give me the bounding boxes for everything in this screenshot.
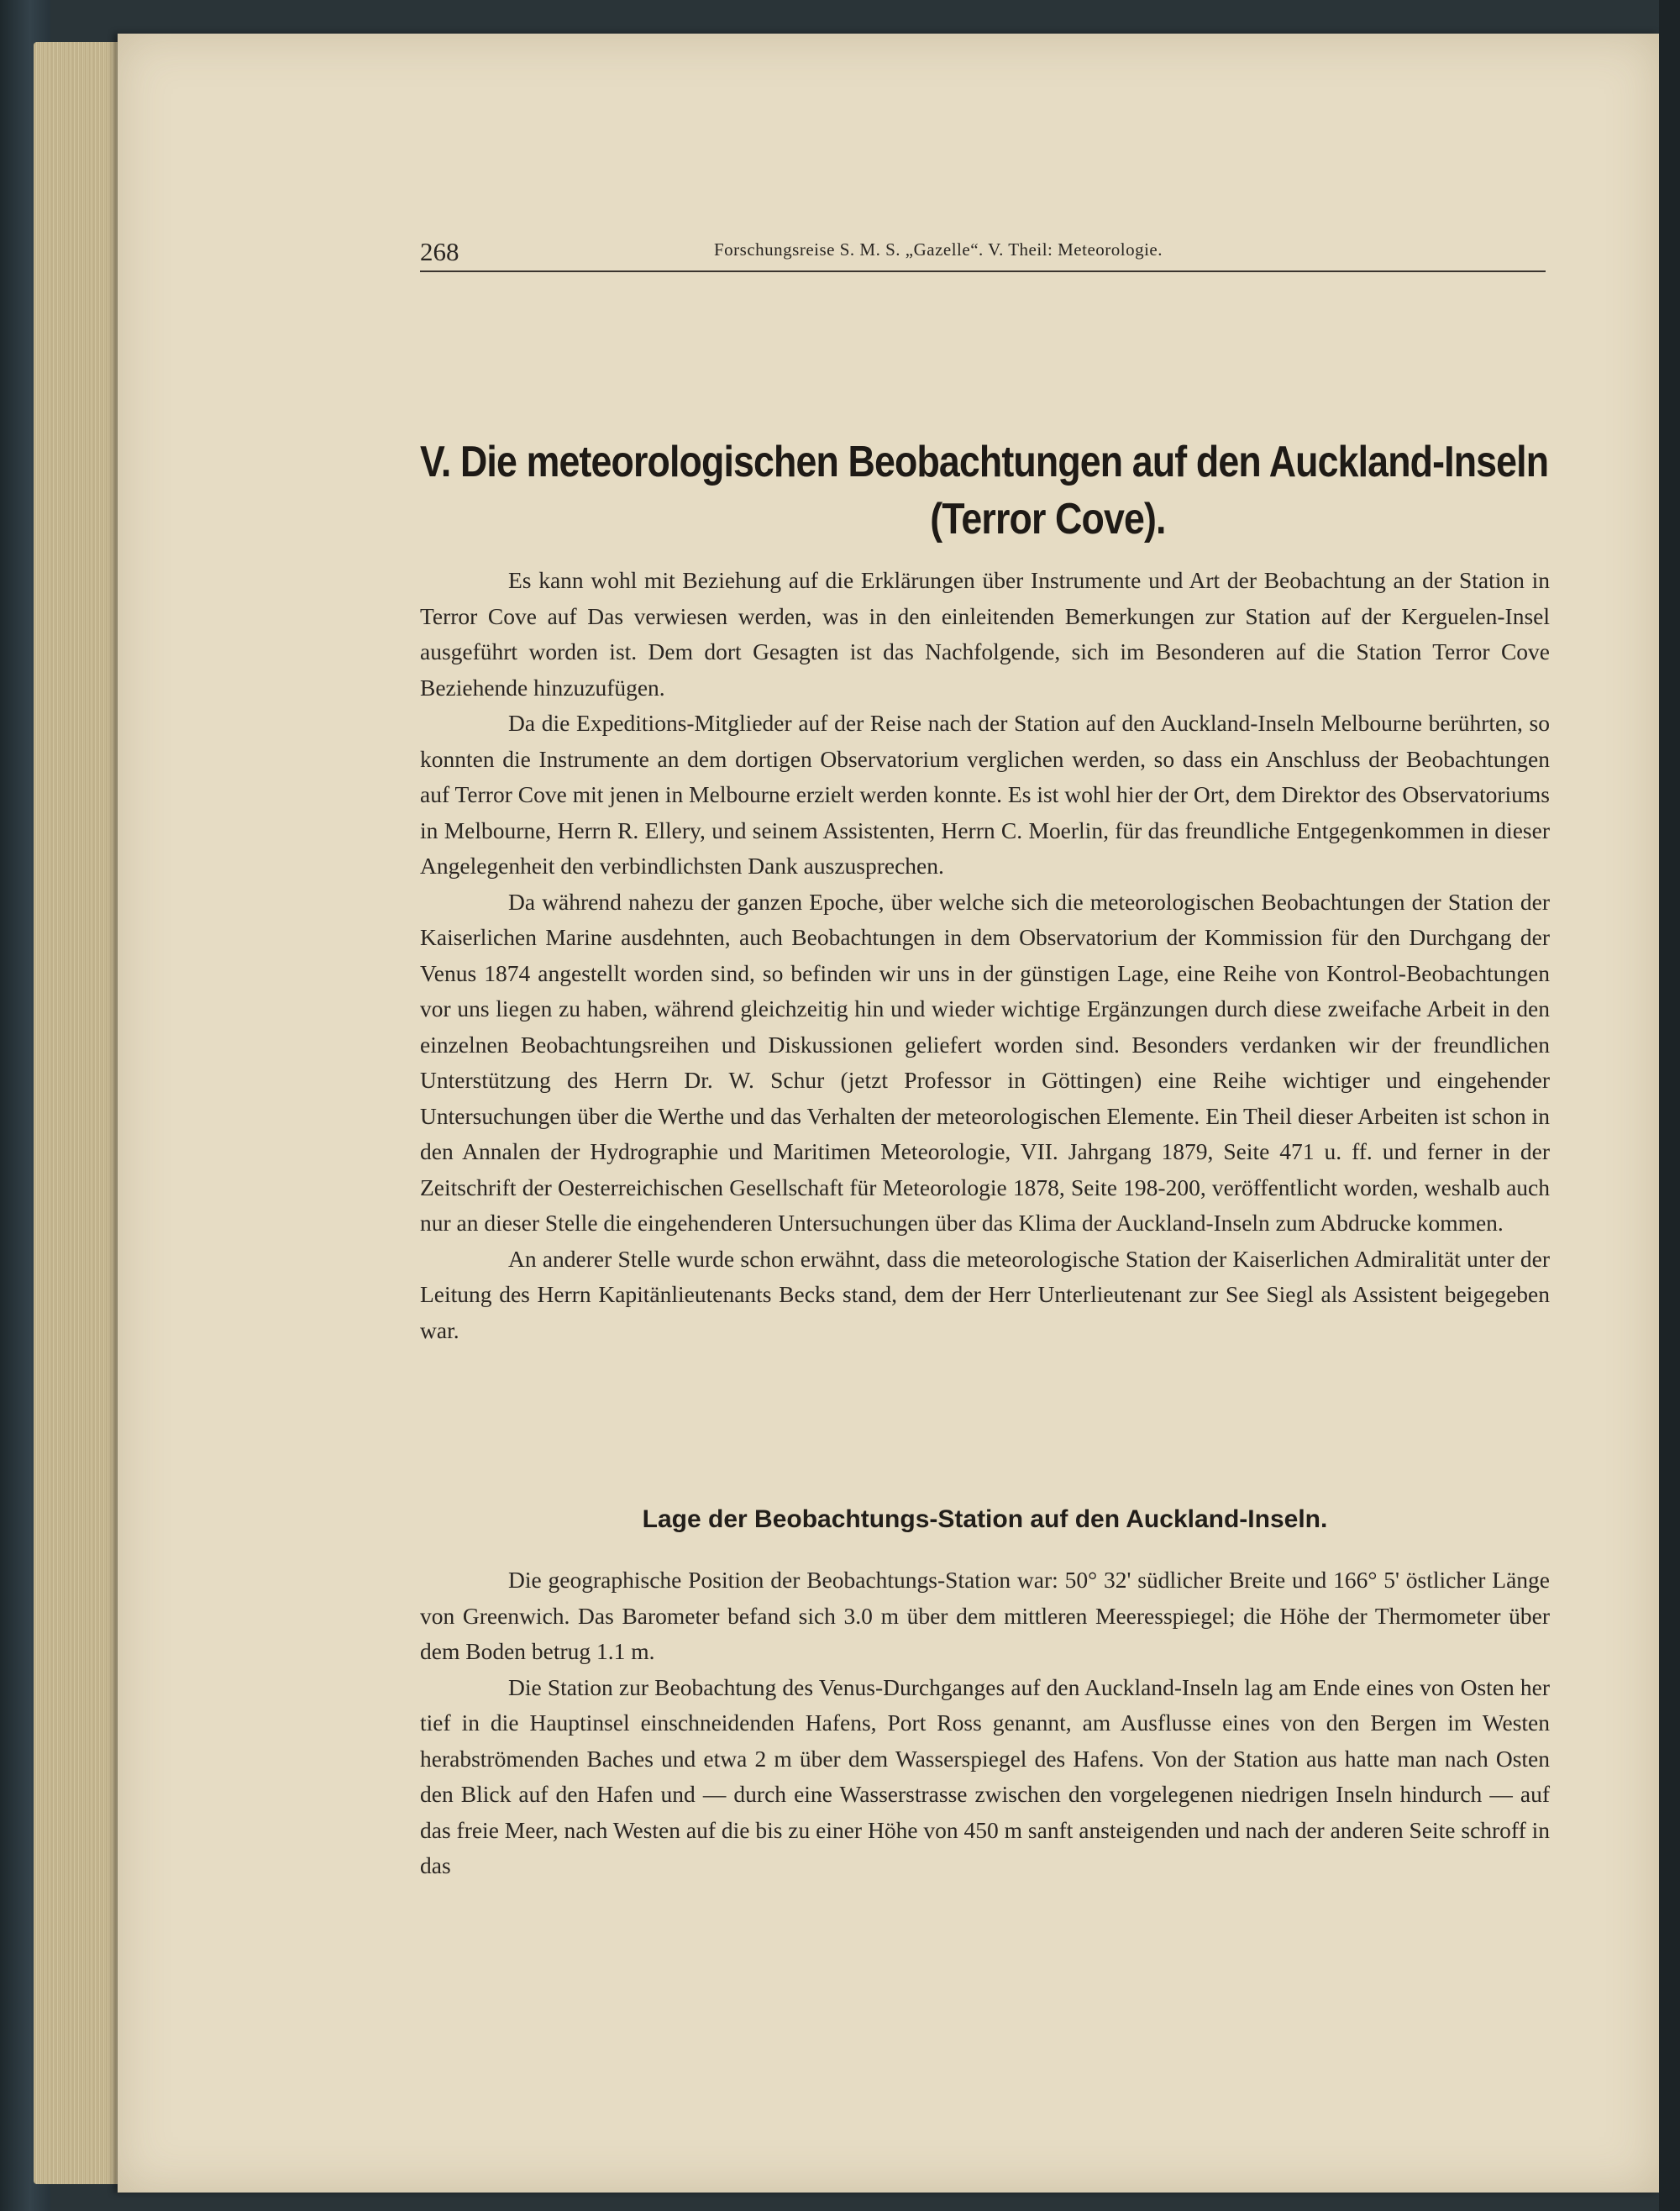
intro-text xyxy=(420,563,1550,1348)
page-edges xyxy=(34,42,118,2184)
paragraph: Die Station zur Beobachtung des Venus-Durchganges auf den Auckland-Inseln lag am Ende eines von Osten her tief in die Hauptinsel einschneidenden Hafens, Port Ross genannt, am Ausflusse eines von den Bergen im Westen herabströmenden Baches und etwa 2 m über dem Wasserspiegel des Hafens. Von der Station aus hatte man nach Osten den Blick auf den Hafen und — durch eine Wasserstrasse zwischen den vorgelegenen niedrigen Inseln hindurch — auf das freie Meer, nach Westen auf die bis zu einer Höhe von 450 m sanft ansteigenden und nach der anderen Seite schroff in das xyxy=(420,1673,1550,1878)
section-text xyxy=(420,1562,1550,1884)
chapter-title-line2: (Terror Cove). xyxy=(930,495,1166,544)
chapter-title xyxy=(420,437,1549,544)
page-number: 268 xyxy=(420,237,459,266)
chapter-title-line1: V. Die meteorologischen Beobachtungen auf den Auckland-Inseln xyxy=(420,438,1549,486)
paragraph: Die geographische Position der Beobachtungs-Station war: 50° 32' südlicher Breite und 166° 5' östlicher Länge von Greenwich. Das Barometer befand sich 3.0 m über dem mittleren Meeresspiegel; die Höhe der Thermometer über dem Boden betrug 1.1 m. xyxy=(420,1567,1550,1664)
running-header xyxy=(420,228,1546,272)
running-title: Forschungsreise S. M. S. „Gazelle“. V. Theil: Meteorologie. xyxy=(714,239,1163,260)
paragraph: An anderer Stelle wurde schon erwähnt, dass die meteorologische Station der Kaiserlichen Admiralität unter der Leitung des Herrn Kapitänlieutenants Becks stand, dem der Herr Unterlieutenant zur See Siegl als Assistent beigegeben war. xyxy=(420,1245,1550,1343)
paragraph: Da während nahezu der ganzen Epoche, über welche sich die meteorologischen Beobachtungen der Station der Kaiserlichen Marine ausdehnten, auch Beobachtungen in dem Observatorium der Kommission für den Durchgang der Venus 1874 angestellt worden sind, so befinden wir uns in der günstigen Lage, eine Reihe von Kontrol-Beobachtungen vor uns liegen zu haben, während gleichzeitig hin und wieder wichtige Ergänzungen durch diese zweifache Arbeit in den einzelnen Beobachtungsreihen und Diskussionen geliefert worden sind. Besonders verdanken wir der freundlichen Unterstützung des Herrn Dr. W. Schur (jetzt Professor in Göttingen) eine Reihe wichtiger und eingehender Untersuchungen über die Werthe und das Verhalten der meteorologischen Elemente. Ein Theil dieser Arbeiten ist schon in den Annalen der Hydrographie und Maritimen Meteorologie, VII. Jahrgang 1879, Seite 471 u. ff. und ferner in der Zeitschrift der Oesterreichischen Gesellschaft für Meteorologie 1878, Seite 198-200, veröffentlicht worden, weshalb auch nur an dieser Stelle die eingehenderen Untersuchungen über das Klima der Auckland-Inseln zum Abdrucke kommen. xyxy=(420,888,1550,1236)
paragraph: Es kann wohl mit Beziehung auf die Erklärungen über Instrumente und Art der Beobachtung an der Station in Terror Cove auf Das verwiesen werden, was in den einleitenden Bemerkungen zur Station auf der Kerguelen-Insel ausgeführt worden ist. Dem dort Gesagten ist das Nachfolgende, sich im Besonderen auf die Station Terror Cove Beziehende hinzuzufügen. xyxy=(420,567,1550,701)
right-edge xyxy=(1659,0,1680,2211)
section-heading: Lage der Beobachtungs-Station auf den Auckland-Inseln. xyxy=(642,1505,1328,1533)
paragraph: Da die Expeditions-Mitglieder auf der Reise nach der Station auf den Auckland-Inseln Melbourne berührten, so konnten die Instrumente an dem dortigen Observatorium verglichen werden, so dass ein Anschluss der Beobachtungen auf Terror Cove mit jenen in Melbourne erzielt werden konnte. Es ist wohl hier der Ort, dem Direktor des Observatoriums in Melbourne, Herrn R. Ellery, und seinem Assistenten, Herrn C. Moerlin, für das freundliche Entgegenkommen in dieser Angelegenheit den verbindlichsten Dank auszusprechen. xyxy=(420,710,1550,879)
